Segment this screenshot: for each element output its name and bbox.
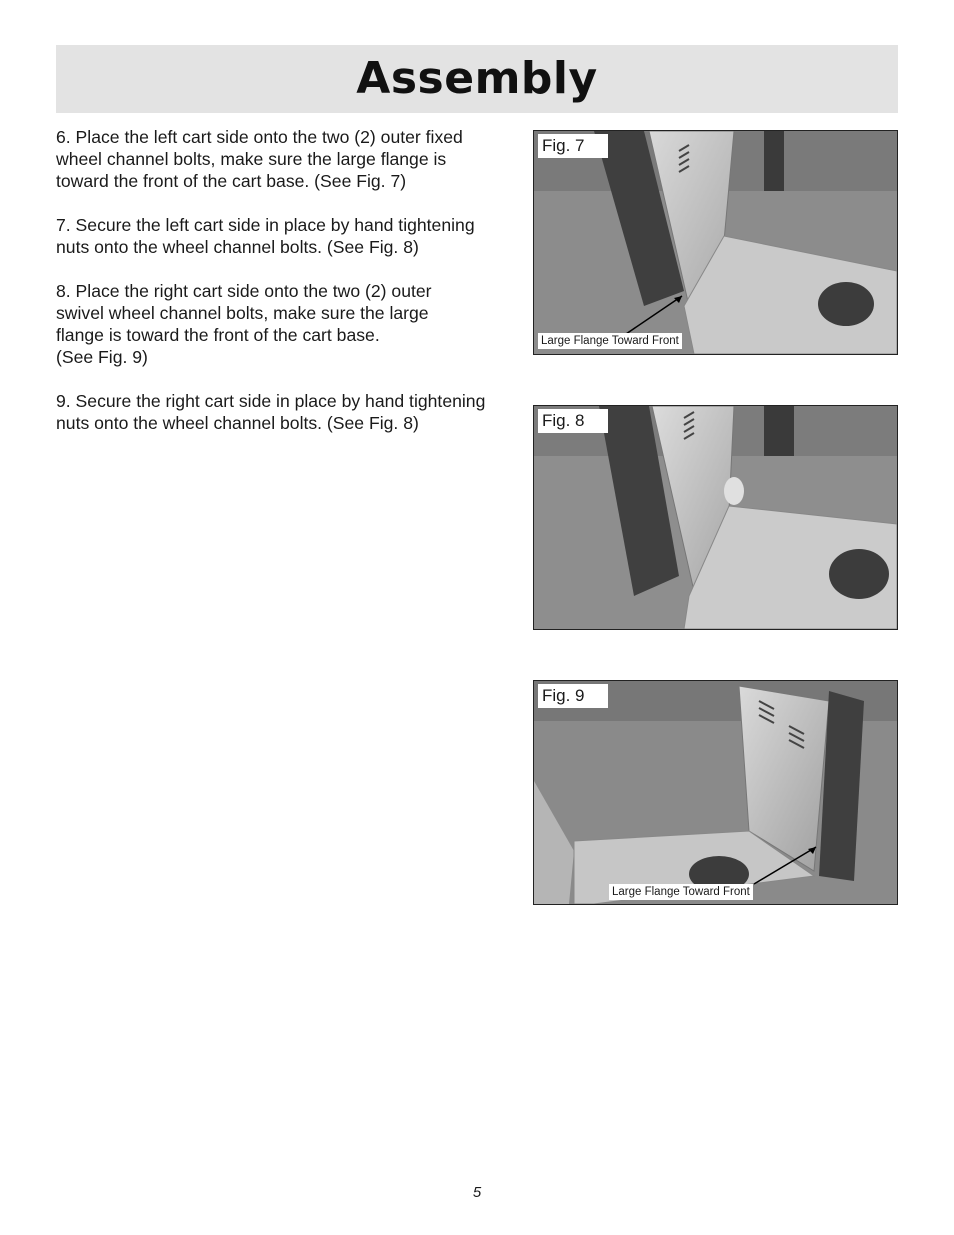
figure-callout: Large Flange Toward Front xyxy=(609,884,753,900)
step-8 xyxy=(56,280,526,368)
step-7 xyxy=(56,214,526,258)
step-line: (See Fig. 9) xyxy=(56,347,148,367)
step-line: flange is toward the front of the cart base. xyxy=(56,325,380,345)
step-line: nuts onto the wheel channel bolts. (See Fig. 8) xyxy=(56,413,419,433)
figure-callout: Large Flange Toward Front xyxy=(538,333,682,349)
page-number: 5 xyxy=(472,1184,482,1201)
step-line: 8. Place the right cart side onto the two (2) outer xyxy=(56,281,432,301)
step-line: wheel channel bolts, make sure the large flange is xyxy=(56,149,447,169)
figure-7 xyxy=(533,130,898,355)
step-line: swivel wheel channel bolts, make sure the large xyxy=(56,303,429,323)
figure-label: Fig. 9 xyxy=(538,684,608,708)
instruction-list xyxy=(56,126,526,456)
figure-8 xyxy=(533,405,898,630)
page-title: Assembly xyxy=(356,53,598,104)
step-9 xyxy=(56,390,526,434)
step-line: nuts onto the wheel channel bolts. (See Fig. 8) xyxy=(56,237,419,257)
step-line: 7. Secure the left cart side in place by hand tightening xyxy=(56,215,475,235)
step-line: 9. Secure the right cart side in place by hand tightening xyxy=(56,391,486,411)
step-line: 6. Place the left cart side onto the two (2) outer fixed xyxy=(56,127,463,147)
step-6 xyxy=(56,126,526,192)
figure-9 xyxy=(533,680,898,905)
figure-8-photo xyxy=(534,406,897,629)
figure-7-photo xyxy=(534,131,897,354)
step-line: toward the front of the cart base. (See Fig. 7) xyxy=(56,171,407,191)
figure-label: Fig. 8 xyxy=(538,409,608,433)
figure-9-photo xyxy=(534,681,897,904)
title-banner xyxy=(56,45,898,113)
figure-label: Fig. 7 xyxy=(538,134,608,158)
